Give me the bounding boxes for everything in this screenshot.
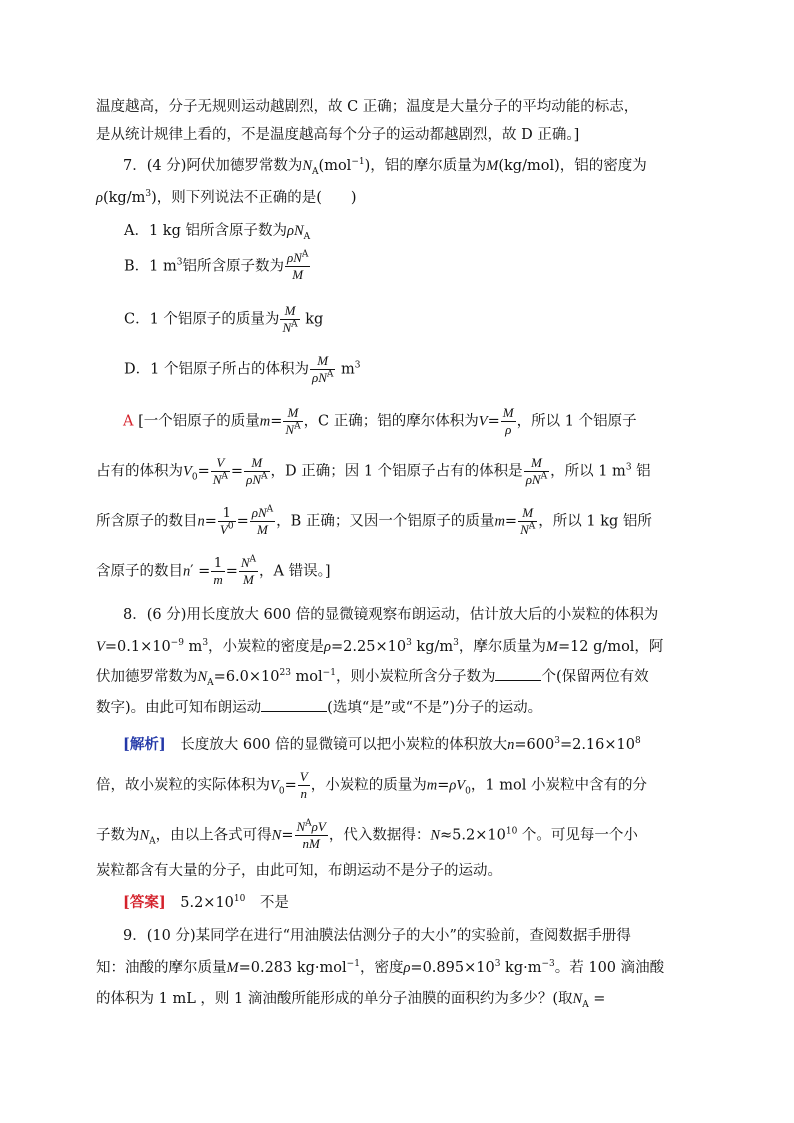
analysis-line: 倍，故小炭粒的实际体积为$V_0=$ $\frac{V}{n}$ ，小炭粒的质量为$m=\rho V_0$，1 mol 小炭粒中含有的分 (96, 769, 647, 801)
answer-7-line: 占有的体积为$V_0=$ $\frac{V}{N^A}$ = $\frac{M}{\rho N^A}$ ，D 正确；因 1 个铝原子占有的体积是 $\frac{M}{\rho N^A}$ ，所以 1 $m^3$ 铝 (96, 455, 651, 487)
answer-blank (261, 697, 327, 712)
answer-blank (495, 666, 541, 681)
answer-8-line: [答案] $5.2\times 10^{10}$ 不是 (123, 894, 289, 911)
question-8-line: 数字)。由此可知布朗运动 (选填“是”或“不是”)分子的运动。 (96, 697, 706, 719)
text-line: 是从统计规律上看的，不是温度越高每个分子的运动都越剧烈，故 D 正确。] (96, 127, 580, 143)
question-8-line: $V=0.1\times 10^{-9}$ $m^3$，小炭粒的密度是$\rho=2.25\times 10^3$ $kg/m^3$，摩尔质量为M=12 g/mol，阿 (96, 638, 664, 655)
question-9-line: 的体积为 1 mL ，则 1 滴油酸所能形成的单分子油膜的面积约为多少？(取$N_A$ = (96, 991, 606, 1010)
analysis-line: 子数为$N_A$，由以上各式可得N= $\frac{N^A\rho V}{nM}$ ，代入数据得：$N\approx 5.2\times 10^{10}$ 个。可见每一个小 (96, 818, 638, 851)
answer-letter: A (123, 413, 134, 430)
answer-7-line: 所含原子的数目n= $\frac{1}{V^0}$ = $\frac{\rho N^A}{M}$ ，B 正确；又因一个铝原子的质量m= $\frac{M}{N^A}$ ，所以 1 kg 铝所 (96, 504, 652, 537)
option-a: A．1 kg 铝所含原子数为$\rho N_A$ (124, 223, 311, 242)
option-b: B．1 $m^3$铝所含原子数为 $\frac{\rho N^A}{M}$ (124, 249, 309, 282)
answer-7-line: 含原子的数目n′ = $\frac{1}{m}$ = $\frac{N^A}{M}$ ，A 错误。] (96, 554, 331, 587)
text-line: 温度越高，分子无规则运动越剧烈，故 C 正确；温度是大量分子的平均动能的标志， (96, 99, 639, 115)
option-d: D．1 个铝原子所占的体积为 $\frac{M}{\rho N^A}$ $m^3$ (124, 353, 361, 385)
question-9-line: 知：油酸的摩尔质量M=0.283 kg·mol$^{-1}$，密度$\rho=0.895\times 10^3$ $kg\cdot m^{-3}$。若 100 滴油酸 (96, 959, 665, 976)
question-8-line: 伏加德罗常数为$N_A=6.0\times 10^{23}$ mol$^{-1}$，则小炭粒所含分子数为 个(保留两位有效 (96, 666, 706, 688)
option-c: C．1 个铝原子的质量为 $\frac{M}{N^A}$ kg (124, 303, 324, 335)
question-9-line: 9．(10 分)某同学在进行“用油膜法估测分子的大小”的实验前，查阅数据手册得 (123, 928, 631, 944)
analysis-line: [解析] 长度放大 600 倍的显微镜可以把小炭粒的体积放大$n=600^3=2.16\times 10^8$ (123, 736, 641, 753)
analysis-line: 炭粒都含有大量的分子，由此可知，布朗运动不是分子的运动。 (96, 863, 502, 879)
answer-tag: [答案] (123, 894, 166, 911)
answer-7-line: A [一个铝原子的质量m= $\frac{M}{N^A}$ ，C 正确；铝的摩尔体积为V= $\frac{M}{\rho}$ ，所以 1 个铝原子 (123, 405, 637, 437)
question-7-line: 7．(4 分)阿伏加德罗常数为$N_A(mol^{-1})$，铝的摩尔质量为M(kg/mol)，铝的密度为 (123, 157, 647, 177)
question-7-line: $\rho(kg/m^3)$，则下列说法不正确的是( ) (96, 189, 357, 206)
analysis-tag: [解析] (123, 736, 166, 753)
question-8-line: 8．(6 分)用长度放大 600 倍的显微镜观察布朗运动，估计放大后的小炭粒的体积为 (123, 607, 659, 623)
